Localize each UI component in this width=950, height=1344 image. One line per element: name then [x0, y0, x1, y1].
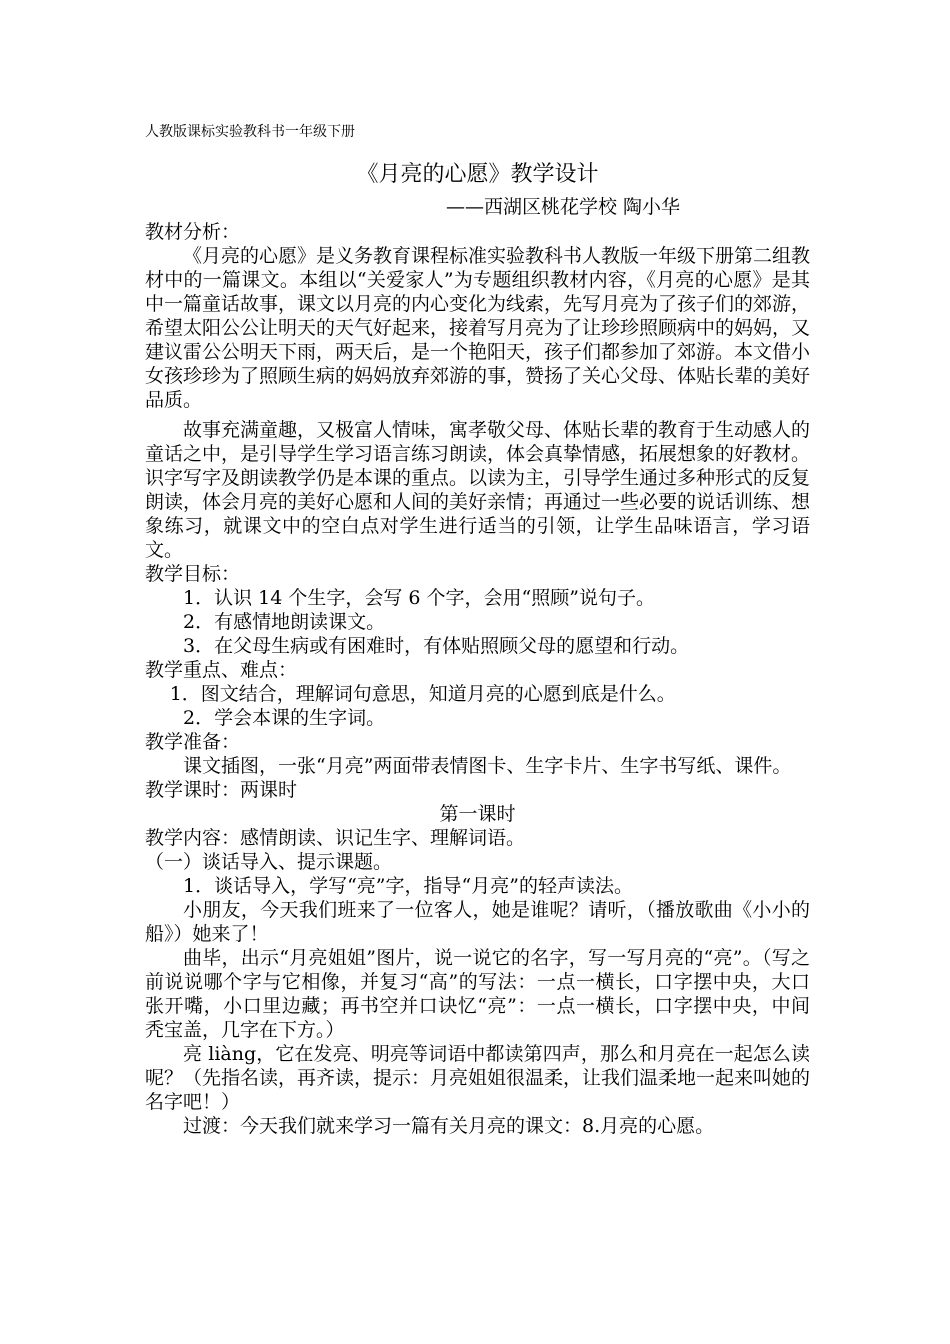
lesson1-transition-paragraph: 过渡：今天我们就来学习一篇有关月亮的课文：8.月亮的心愿。 [183, 1115, 715, 1137]
goal-item-2: 2．有感情地朗读课文。 [183, 611, 386, 633]
document-page [145, 122, 810, 1138]
keypoints-heading: 教学重点、难点： [145, 659, 298, 681]
author-line: ——西湖区桃花学校 陶小华 [445, 196, 680, 218]
series-line: 人教版课标实验教科书一年级下册 [145, 124, 355, 140]
lesson1-content: 教学内容：感情朗读、识记生字、理解词语。 [145, 827, 526, 849]
analysis-heading: 教材分析： [145, 221, 241, 243]
analysis-paragraph-1: 《月亮的心愿》是义务教育课程标准实验教科书人教版一年级下册第二组教材中的一篇课文。本组以“关爱家人”为专题组织教材内容，《月亮的心愿》是其中一篇童话故事，课文以月亮的内心变化为线索，先写月亮为了孩子们的郊游，希望太阳公公让明天的天气好起来，接着写月亮为了让珍珍照顾病中的妈妈，又建议雷公公明天下雨，两天后，是一个艳阳天，孩子们都参加了郊游。本文借小女孩珍珍为了照顾生病的妈妈放弃郊游的事，赞扬了关心父母、体贴长辈的美好品质。 [145, 245, 811, 411]
analysis-paragraph-2: 故事充满童趣，又极富人情味，寓孝敬父母、体贴长辈的教育于生动感人的童话之中，是引导学生学习语言练习朗读，体会真挚情感，拓展想象的好教材。识字写字及朗读教学仍是本课的重点。以读为主，引导学生通过多种形式的反复朗读，体会月亮的美好心愿和人间的美好亲情；再通过一些必要的说话训练、想象练习，就课文中的空白点对学生进行适当的引领，让学生品味语言，学习语文。 [145, 419, 811, 561]
lesson1-heading: 第一课时 [439, 803, 516, 825]
document-title: 《月亮的心愿》教学设计 [356, 162, 599, 187]
keypoint-item-2: 2．学会本课的生字词。 [183, 707, 386, 729]
goals-heading: 教学目标： [145, 563, 241, 585]
keypoint-item-1: 1．图文结合，理解词句意思，知道月亮的心愿到底是什么。 [169, 683, 676, 705]
periods-line: 教学课时：两课时 [145, 779, 298, 801]
lesson1-intro-paragraph: 小朋友，今天我们班来了一位客人，她是谁呢？请听，（播放歌曲《小小的船》）她来了！ [145, 899, 810, 945]
lesson1-song-paragraph: 曲毕，出示“月亮姐姐”图片，说一说它的名字，写一写月亮的“亮”。（写之前说说哪个字与它相像，并复习“高”的写法：一点一横长，口字摆中央，大口张开嘴，小口里边藏；再书空并口诀忆“亮”：一点一横长，口字摆中央，中间秃宝盖，几字在下方。） [145, 947, 810, 1041]
lesson1-step1: 1．谈话导入，学写“亮”字，指导“月亮”的轻声读法。 [183, 875, 633, 897]
prep-heading: 教学准备： [145, 731, 241, 753]
lesson1-pinyin-paragraph: 亮 liàng，它在发亮、明亮等词语中都读第四声，那么和月亮在一起怎么读呢？（先指名读，再齐读，提示：月亮姐姐很温柔，让我们温柔地一起来叫她的名字吧！） [145, 1043, 811, 1113]
prep-text: 课文插图，一张“月亮”两面带表情图卡、生字卡片、生字书写纸、课件。 [183, 755, 792, 777]
lesson1-part1: （一）谈话导入、提示课题。 [145, 851, 393, 873]
goal-item-1: 1．认识 14 个生字，会写 6 个字，会用“照顾”说句子。 [183, 587, 655, 609]
goal-item-3: 3．在父母生病或有困难时，有体贴照顾父母的愿望和行动。 [183, 635, 690, 657]
